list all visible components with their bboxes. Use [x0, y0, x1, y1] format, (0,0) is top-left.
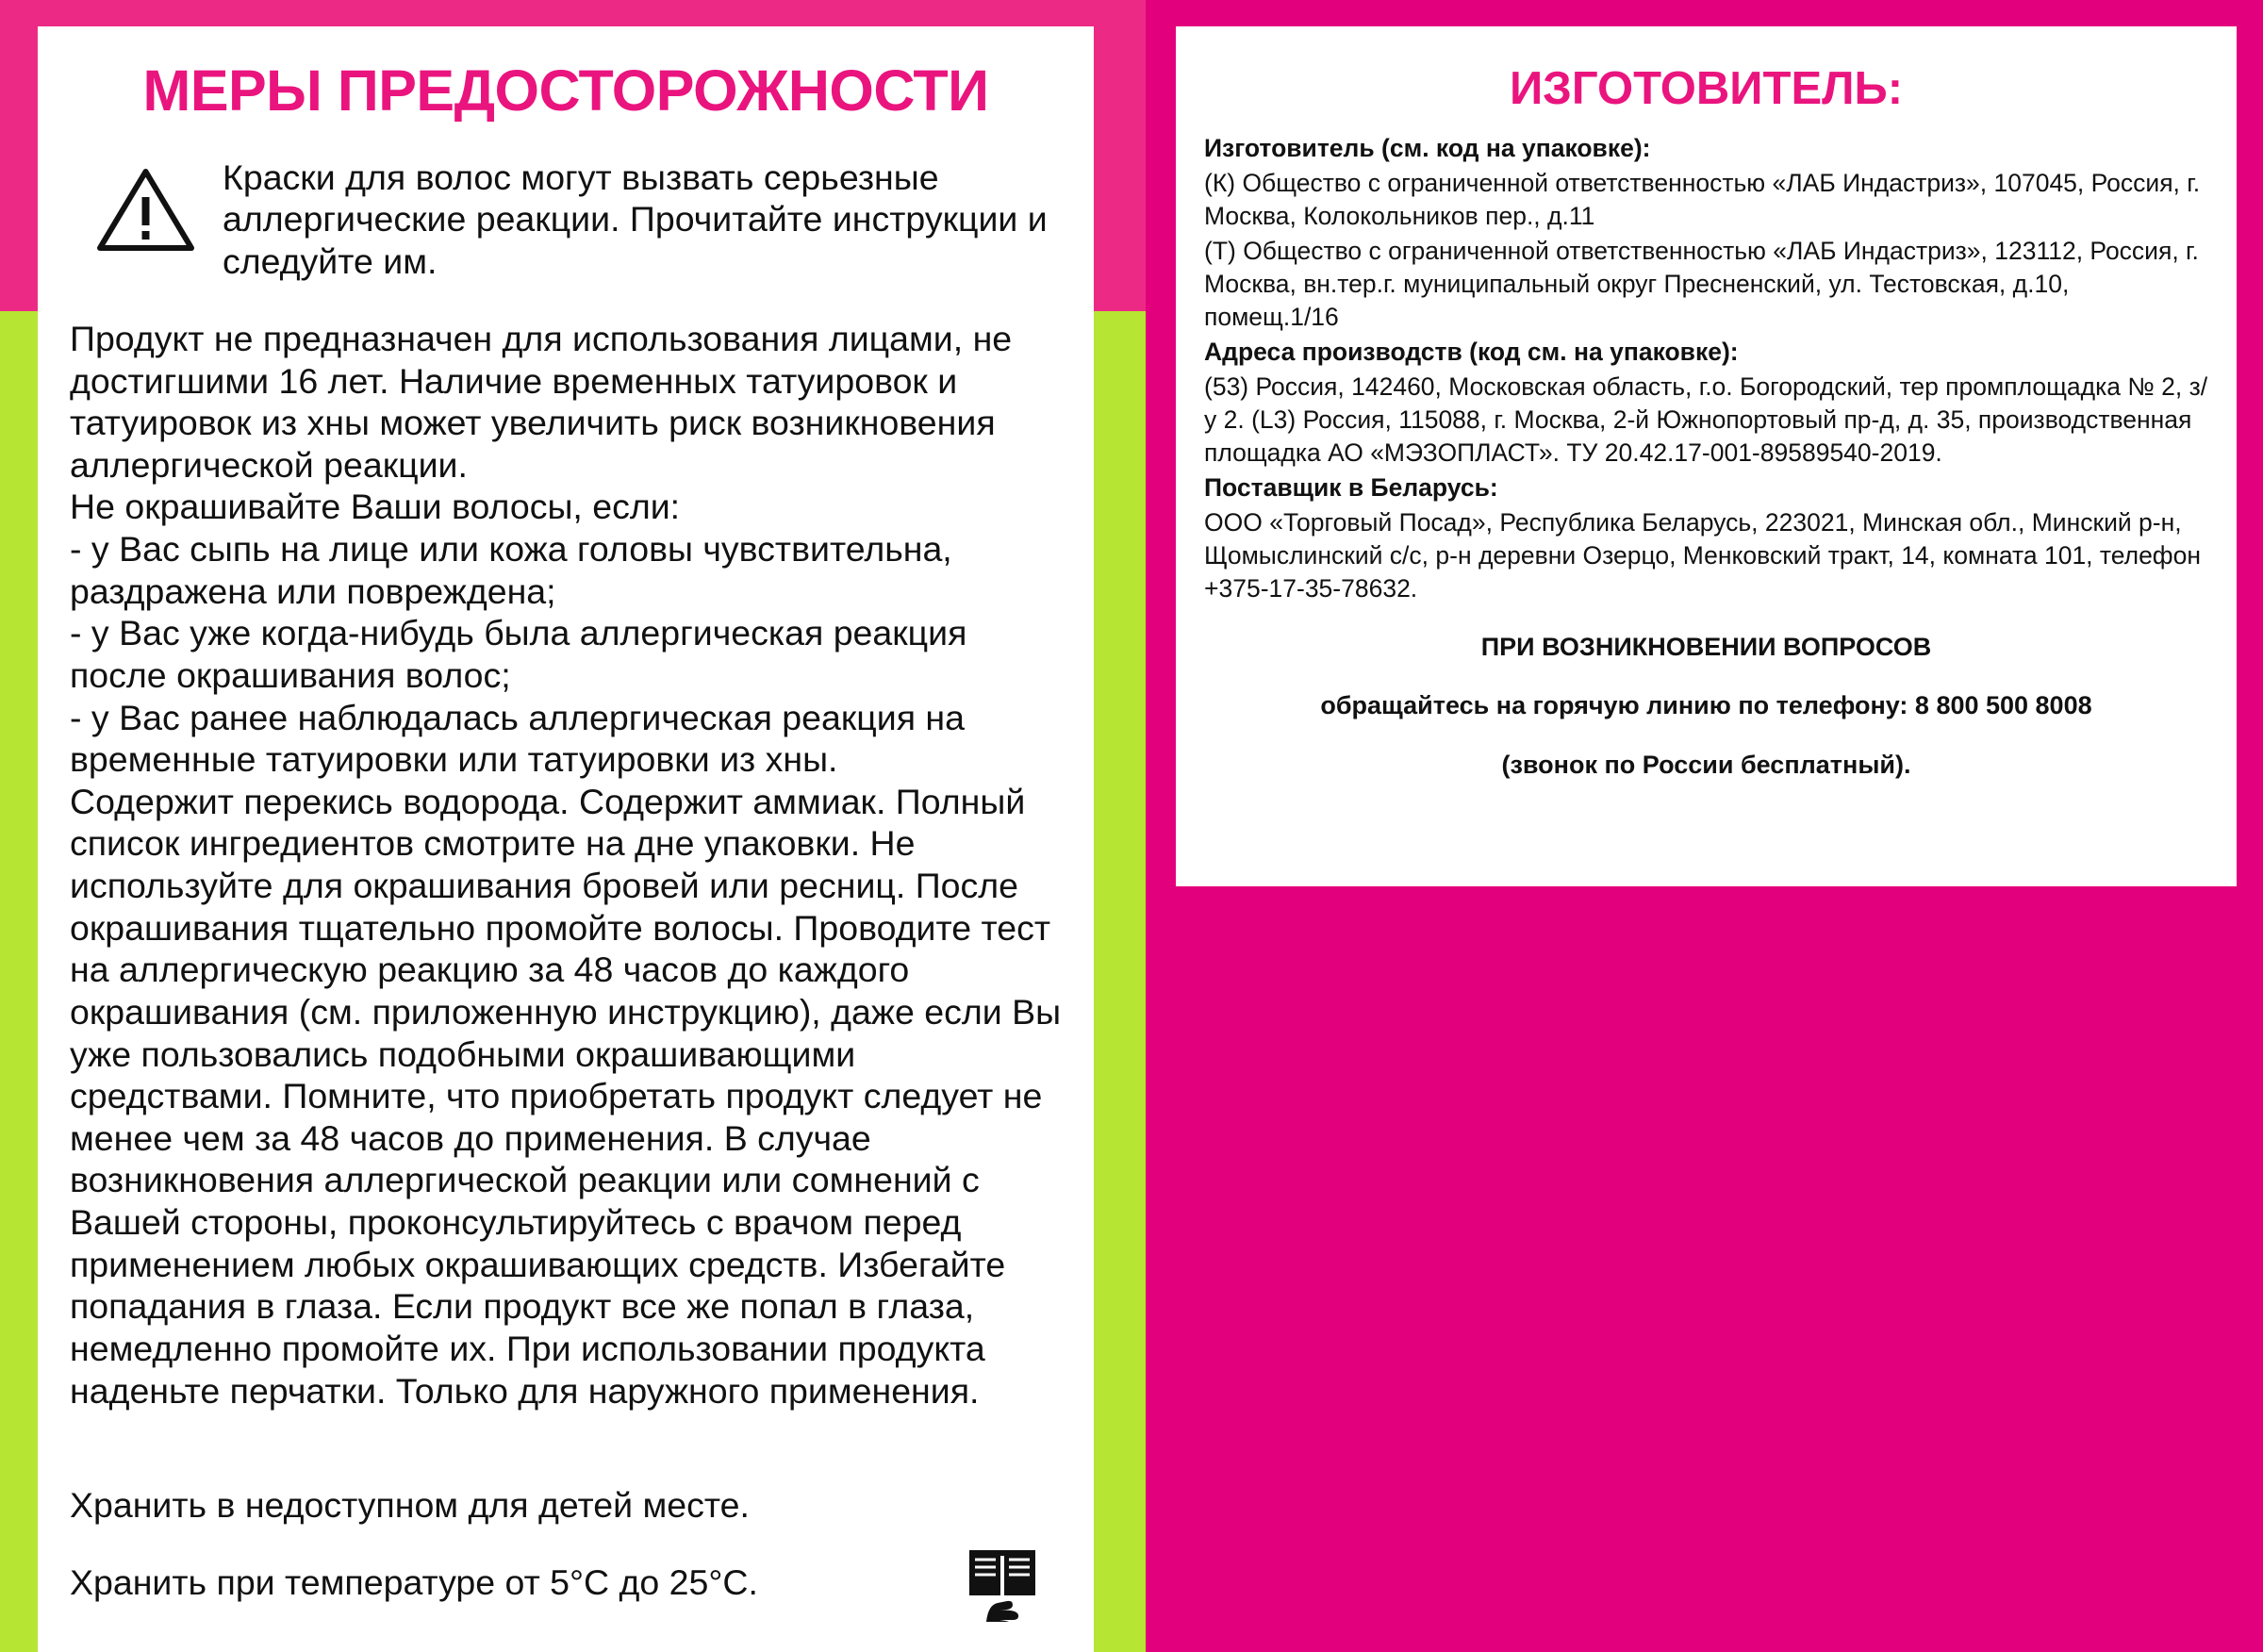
manufacturer-body	[1204, 132, 2208, 605]
storage-line: Хранить в недоступном для детей месте.	[70, 1484, 750, 1525]
production-entry: (53) Россия, 142460, Московская область, г.о. Богородский, тер промплощадка № 2, з/у 2. (L3) Россия, 115088, г. Москва, 2-й Южнопортовый пр-д, д. 35, производственная площадка АО «МЭЗОПЛАСТ». ТУ 20.42.17-001-89589540-2019.	[1204, 372, 2208, 467]
warning-triangle-icon	[96, 166, 195, 253]
manufacturer-card	[1176, 26, 2237, 886]
warning-intro-text: Краски для волос могут вызвать серьезные аллергические реакции. Прочитайте инструкции и следуйте им.	[223, 157, 1048, 281]
storage-instructions	[70, 1448, 1050, 1639]
manufacturer-section-label: Изготовитель (см. код на упаковке):	[1204, 134, 1651, 162]
precautions-title: МЕРЫ ПРЕДОСТОРОЖНОСТИ	[142, 58, 989, 123]
supplier-section-label: Поставщик в Беларусь:	[1204, 472, 1498, 502]
precautions-paragraph: - у Вас ранее наблюдалась аллергическая реакция на временные татуировки или татуировки из хны.	[70, 697, 965, 780]
precautions-paragraph: Продукт не предназначен для использования лицами, не достигшими 16 лет. Наличие временных татуировок и татуировок из хны может увеличить риск возникновения аллергической реакции.	[70, 318, 1013, 485]
hotline-number-line: обращайтесь на горячую линию по телефону: 8 800 500 8008	[1320, 691, 2092, 720]
manufacturer-entry: (К) Общество с ограниченной ответственностью «ЛАБ Индастриз», 107045, Россия, г. Москва, Колокольников пер., д.11	[1204, 168, 2201, 230]
warning-intro-row	[70, 157, 1062, 283]
supplier-entry: ООО «Торговый Посад», Республика Беларусь, 223021, Минская обл., Минский р-н, Щомыслинский с/с, р-н деревни Озерцо, Менковский тракт, 14, комната 101, телефон +375-17-35-78632.	[1204, 507, 2201, 603]
storage-line: Хранить при температуре от 5°С до 25°С.	[70, 1561, 758, 1602]
hotline-note: (звонок по России бесплатный).	[1501, 750, 1911, 779]
hotline-block	[1204, 631, 2208, 783]
booklet-hand-icon	[966, 1546, 1039, 1624]
precautions-body	[70, 318, 1062, 1412]
precautions-paragraph: - у Вас сыпь на лице или кожа головы чувствительна, раздражена или повреждена;	[70, 529, 952, 611]
precautions-paragraph: - у Вас уже когда-нибудь была аллергическая реакция после окрашивания волос;	[70, 613, 967, 695]
precautions-paragraph: Не окрашивайте Ваши волосы, если:	[70, 487, 681, 527]
manufacturer-entry: (Т) Общество с ограниченной ответственностью «ЛАБ Индастриз», 123112, Россия, г. Москва, вн.тер.г. муниципальный округ Пресненский, ул. Тестовская, д.10, помещ.1/16	[1204, 236, 2199, 331]
hotline-heading: ПРИ ВОЗНИКНОВЕНИИ ВОПРОСОВ	[1480, 632, 1932, 661]
manufacturer-title: ИЗГОТОВИТЕЛЬ:	[1509, 63, 1904, 114]
precautions-card	[38, 26, 1094, 1652]
precautions-paragraph: Содержит перекись водорода. Содержит аммиак. Полный список ингредиентов смотрите на дне упаковки. Не используйте для окрашивания бровей или ресниц. После окрашивания тщательно промойте волосы. Проводите тест на аллергическую реакцию за 48 часов до каждого окрашивания (см. приложенную инструкцию), даже если Вы уже пользовались подобными окрашивающими средствами. Помните, что приобретать продукт следует не менее чем за 48 часов до применения. В случае возникновения аллергической реакции или сомнений с Вашей стороны, проконсультируйтесь с врачом перед применением любых окрашивающих средств. Избегайте попадания в глаза. Если продукт все же попал в глаза, немедленно промойте их. При использовании продукта наденьте перчатки. Только для наружного применения.	[70, 781, 1062, 1411]
production-section-label: Адреса производств (код см. на упаковке):	[1204, 337, 1739, 366]
